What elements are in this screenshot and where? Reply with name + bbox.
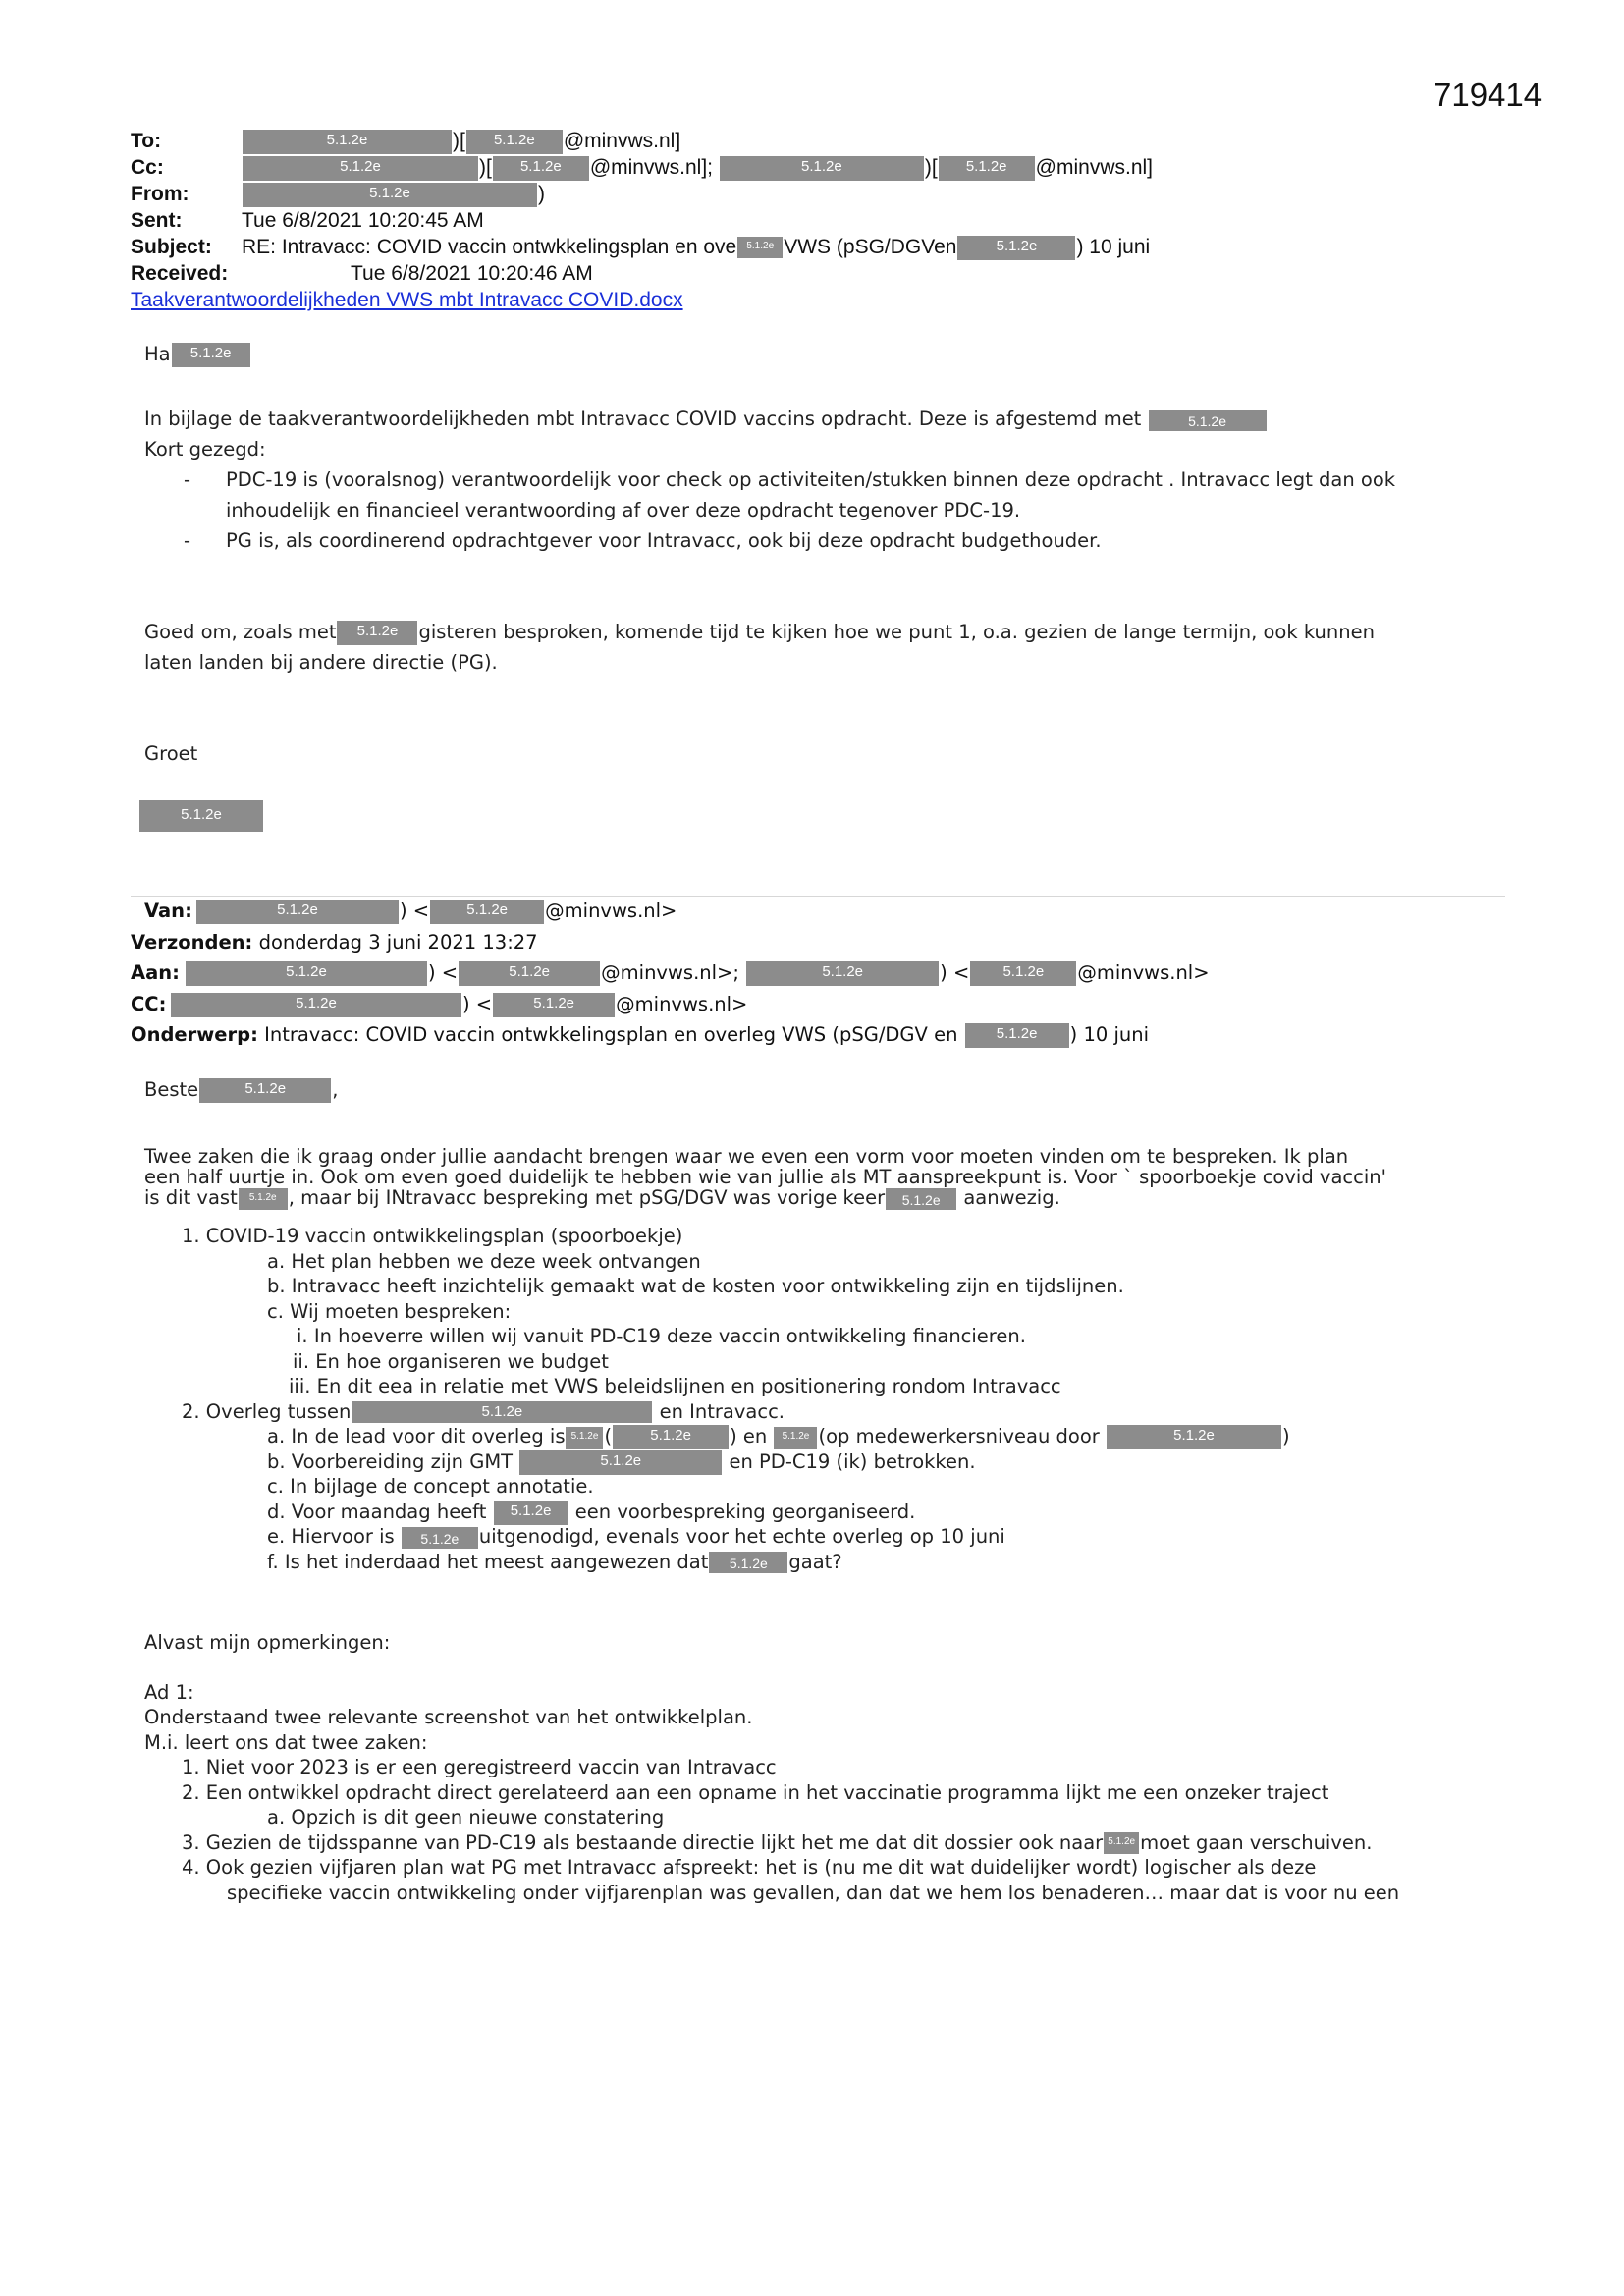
list-item: ii. En hoe organiseren we budget xyxy=(293,1349,609,1373)
item-text: 3. Gezien de tijdsspanne van PD-C19 als bestaande directie lijkt het me dat dit dossier ook naar xyxy=(182,1831,1104,1854)
redaction: 5.1.2e xyxy=(459,961,600,986)
subject-text-1: RE: Intravacc: COVID vaccin ontwkkelingsplan en ove xyxy=(242,236,737,258)
forwarded-header xyxy=(131,896,1505,1051)
paragraph: Ad 1: xyxy=(144,1680,194,1704)
cc-label-2: CC: xyxy=(131,992,167,1015)
aan-suffix-2: @minvws.nl> xyxy=(1077,961,1210,984)
list-item: specifieke vaccin ontwikkeling onder vijfjarenplan was gevallen, dan dat we hem los benaderen… maar dat is voor nu een xyxy=(227,1881,1400,1904)
redaction: 5.1.2e xyxy=(243,130,452,154)
redaction: 5.1.2e xyxy=(493,156,589,181)
greeting-line-2: Beste 5.1.2e , xyxy=(144,1078,339,1101)
sent-value: Tue 6/8/2021 10:20:45 AM xyxy=(242,209,484,232)
cc-suffix-1: @minvws.nl]; xyxy=(589,156,713,179)
redaction: 5.1.2e xyxy=(172,343,250,367)
item-text: d. Voor maandag heeft xyxy=(267,1500,487,1523)
document-number: 719414 xyxy=(1434,77,1543,113)
paragraph-text: In bijlage de taakverantwoordelijkheden mbt Intravacc COVID vaccins opdracht. Deze is afgestemd met xyxy=(144,408,1142,430)
bullet-item xyxy=(144,525,1519,556)
redaction: 5.1.2e xyxy=(337,621,417,645)
van-label: Van: xyxy=(144,900,192,922)
list-item: b. Intravacc heeft inzichtelijk gemaakt wat de kosten voor ontwikkeling zijn en tijdslijnen. xyxy=(267,1275,1124,1297)
item-text: uitgenodigd, evenals voor het echte overleg op 10 juni xyxy=(478,1525,1005,1548)
list-item: a. Opzich is dit geen nieuwe constatering xyxy=(267,1806,665,1829)
paragraph xyxy=(144,404,1519,434)
list-item: i. In hoeverre willen wij vanuit PD-C19 deze vaccin ontwikkeling financieren. xyxy=(297,1325,1026,1347)
subject-text-3: ) 10 juni xyxy=(1076,236,1151,258)
aan-suffix-1: @minvws.nl>; xyxy=(601,961,739,984)
redaction: 5.1.2e xyxy=(965,1023,1069,1048)
redaction: 5.1.2e xyxy=(243,156,478,181)
email-body-1 xyxy=(144,339,1519,837)
cc-suffix-3: @minvws.nl> xyxy=(616,992,748,1015)
item-text: en Intravacc. xyxy=(659,1399,785,1423)
greeting: Beste xyxy=(144,1078,199,1101)
to-suffix: @minvws.nl] xyxy=(563,130,681,152)
redaction: 5.1.2e xyxy=(402,1527,478,1549)
subject-label: Subject: xyxy=(131,236,212,258)
list-item: 1. COVID-19 vaccin ontwikkelingsplan (spoorboekje) xyxy=(182,1225,683,1247)
paragraph-text: Goed om, zoals met xyxy=(144,621,337,643)
redaction: 5.1.2e xyxy=(566,1427,603,1449)
from-row xyxy=(131,181,1505,207)
sent-label: Sent: xyxy=(131,209,183,232)
verzonden-label: Verzonden: xyxy=(131,930,253,954)
bracket: ) < xyxy=(462,992,493,1015)
list-item xyxy=(144,1550,1499,1575)
list-item: 1. Niet voor 2023 is er een geregistreerd vaccin van Intravacc xyxy=(182,1756,777,1778)
redaction: 5.1.2e xyxy=(171,993,461,1017)
redaction: 5.1.2e xyxy=(519,1450,722,1475)
dash-marker: - xyxy=(184,529,191,552)
paragraph: Onderstaand twee relevante screenshot van het ontwikkelplan. xyxy=(144,1706,753,1728)
received-value: Tue 6/8/2021 10:20:46 AM xyxy=(351,262,593,285)
redaction: 5.1.2e xyxy=(886,1188,956,1210)
intro-line: Twee zaken die ik graag onder jullie aandacht brengen waar we even een vorm voor moeten vinden om te bespreken. Ik plan xyxy=(144,1145,1349,1168)
list-item: 4. Ook gezien vijfjaren plan wat PG met Intravacc afspreekt: het is (nu me dit wat duidelijker wordt) logischer als deze xyxy=(182,1856,1317,1879)
greeting: Ha xyxy=(144,343,171,365)
paragraph: Kort gezegd: xyxy=(144,438,266,461)
redaction: 5.1.2e xyxy=(1104,1832,1139,1854)
cc-row xyxy=(131,154,1505,181)
cc-suffix-2: @minvws.nl] xyxy=(1035,156,1154,179)
list-item xyxy=(144,1500,1499,1525)
to-row xyxy=(131,128,1505,154)
onderwerp-row xyxy=(131,1019,1505,1051)
redaction: 5.1.2e xyxy=(957,236,1075,260)
item-text: b. Voorbereiding zijn GMT xyxy=(267,1449,514,1473)
redaction: 5.1.2e xyxy=(243,183,537,207)
list-item xyxy=(144,1424,1499,1449)
list-item xyxy=(144,1399,1499,1425)
item-text: (op medewerkersniveau door xyxy=(818,1425,1100,1448)
greeting-line xyxy=(144,339,1519,369)
intro-line: een half uurtje in. Ook om even goed duidelijk te hebben wie van jullie als MT aanspreekpunt is. Voor ` spoorboekje covid vaccin' xyxy=(144,1166,1386,1188)
redaction: 5.1.2e xyxy=(970,961,1076,986)
intro-line xyxy=(144,1185,1499,1208)
paragraph-text: gisteren besproken, komende tijd te kijken hoe we punt 1, o.a. gezien de lange termijn, ook kunnen xyxy=(418,621,1375,643)
redaction: 5.1.2e xyxy=(494,1501,568,1525)
redaction: 5.1.2e xyxy=(199,1078,331,1103)
cc-label: Cc: xyxy=(131,156,164,179)
paragraph: M.i. leert ons dat twee zaken: xyxy=(144,1730,428,1754)
verzonden-value: donderdag 3 juni 2021 13:27 xyxy=(258,930,538,954)
redaction: 5.1.2e xyxy=(430,900,544,924)
intro-text: , maar bij INtravacc bespreking met pSG/DGV was vorige keer xyxy=(288,1186,886,1209)
bracket: ) xyxy=(538,183,545,205)
paragraph xyxy=(144,617,1519,647)
bracket: )[ xyxy=(453,130,465,152)
list-item: c. In bijlage de concept annotatie. xyxy=(267,1475,594,1498)
paragraph: Alvast mijn opmerkingen: xyxy=(144,1630,391,1654)
item-text: moet gaan verschuiven. xyxy=(1140,1831,1373,1854)
redaction: 5.1.2e xyxy=(613,1425,729,1449)
attachment-link[interactable]: Taakverantwoordelijkheden VWS mbt Intravacc COVID.docx xyxy=(131,289,683,311)
redaction: 5.1.2e xyxy=(186,961,427,986)
verzonden-row xyxy=(131,927,1505,958)
redaction: 5.1.2e xyxy=(720,156,924,181)
sent-row xyxy=(131,207,1505,234)
received-row xyxy=(131,260,1505,287)
to-label: To: xyxy=(131,130,162,152)
bracket: ) < xyxy=(940,961,970,984)
intro-text: aanwezig. xyxy=(963,1186,1060,1209)
item-text: een voorbespreking georganiseerd. xyxy=(574,1500,916,1523)
bullet-text: PG is, als coordinerend opdrachtgever voor Intravacc, ook bij deze opdracht budgethouder. xyxy=(226,529,1102,552)
bracket: )[ xyxy=(924,156,938,179)
email-header xyxy=(131,128,1505,313)
item-text: e. Hiervoor is xyxy=(267,1525,395,1548)
bracket: ) < xyxy=(400,900,430,922)
item-text: ) xyxy=(1281,1425,1290,1448)
item-text: ( xyxy=(604,1425,613,1448)
item-text: a. In de lead voor dit overleg is xyxy=(267,1425,566,1448)
cc-row-2 xyxy=(131,989,1505,1020)
onderwerp-text-2: ) 10 juni xyxy=(1069,1023,1150,1046)
redaction: 5.1.2e xyxy=(196,900,399,924)
list-item xyxy=(144,1831,1499,1856)
redaction: 5.1.2e xyxy=(239,1188,288,1210)
from-label: From: xyxy=(131,183,189,205)
onderwerp-text-1: Intravacc: COVID vaccin ontwkkelingsplan en overleg VWS (pSG/DGV en xyxy=(264,1023,958,1046)
bullet-text: inhoudelijk en financieel verantwoording af over deze opdracht tegenover PDC-19. xyxy=(226,499,1021,521)
item-text: f. Is het inderdaad het meest aangewezen dat xyxy=(267,1550,709,1573)
subject-text-2: VWS (pSG/DGVen xyxy=(784,236,957,258)
list-item xyxy=(144,1524,1499,1550)
closing: Groet xyxy=(144,742,198,765)
redaction: 5.1.2e xyxy=(139,800,263,832)
list-item: a. Het plan hebben we deze week ontvangen xyxy=(267,1249,701,1273)
redaction: 5.1.2e xyxy=(1107,1425,1281,1449)
bullet-text: PDC-19 is (vooralsnog) verantwoordelijk voor check op activiteiten/stukken binnen deze opdracht . Intravacc legt dan ook xyxy=(226,468,1396,491)
onderwerp-label: Onderwerp: xyxy=(131,1023,258,1046)
aan-row xyxy=(131,957,1505,989)
list-item: iii. En dit eea in relatie met VWS beleidslijnen en positionering rondom Intravacc xyxy=(289,1375,1061,1397)
dash-marker: - xyxy=(184,468,191,491)
van-row xyxy=(131,896,1505,927)
paragraph: laten landen bij andere directie (PG). xyxy=(144,651,498,674)
item-text: ) en xyxy=(730,1425,768,1448)
bracket: ) < xyxy=(428,961,459,984)
item-text: en PD-C19 (ik) betrokken. xyxy=(729,1449,976,1473)
item-text: gaat? xyxy=(788,1550,842,1573)
intro-text: is dit vast xyxy=(144,1186,238,1209)
redaction: 5.1.2e xyxy=(939,156,1035,181)
redaction: 5.1.2e xyxy=(466,130,563,154)
aan-label: Aan: xyxy=(131,961,180,984)
redaction: 5.1.2e xyxy=(737,237,783,258)
item-text: 2. Overleg tussen xyxy=(182,1399,352,1423)
attachment-row xyxy=(131,287,1505,313)
redaction: 5.1.2e xyxy=(352,1401,652,1423)
redaction: 5.1.2e xyxy=(1149,410,1267,431)
list-item xyxy=(144,1449,1499,1475)
subject-row xyxy=(131,234,1505,260)
email-body-2 xyxy=(144,1077,1499,1905)
redaction: 5.1.2e xyxy=(774,1427,817,1449)
received-label: Received: xyxy=(131,262,229,285)
bullet-item xyxy=(144,465,1519,525)
van-suffix: @minvws.nl> xyxy=(545,900,677,922)
redaction: 5.1.2e xyxy=(709,1552,787,1573)
redaction: 5.1.2e xyxy=(493,993,615,1017)
list-item: 2. Een ontwikkel opdracht direct gerelateerd aan een opname in het vaccinatie programma lijkt me een onzeker traject xyxy=(182,1780,1329,1804)
redaction: 5.1.2e xyxy=(746,961,939,986)
bracket: )[ xyxy=(479,156,492,179)
list-item: c. Wij moeten bespreken: xyxy=(267,1299,512,1323)
